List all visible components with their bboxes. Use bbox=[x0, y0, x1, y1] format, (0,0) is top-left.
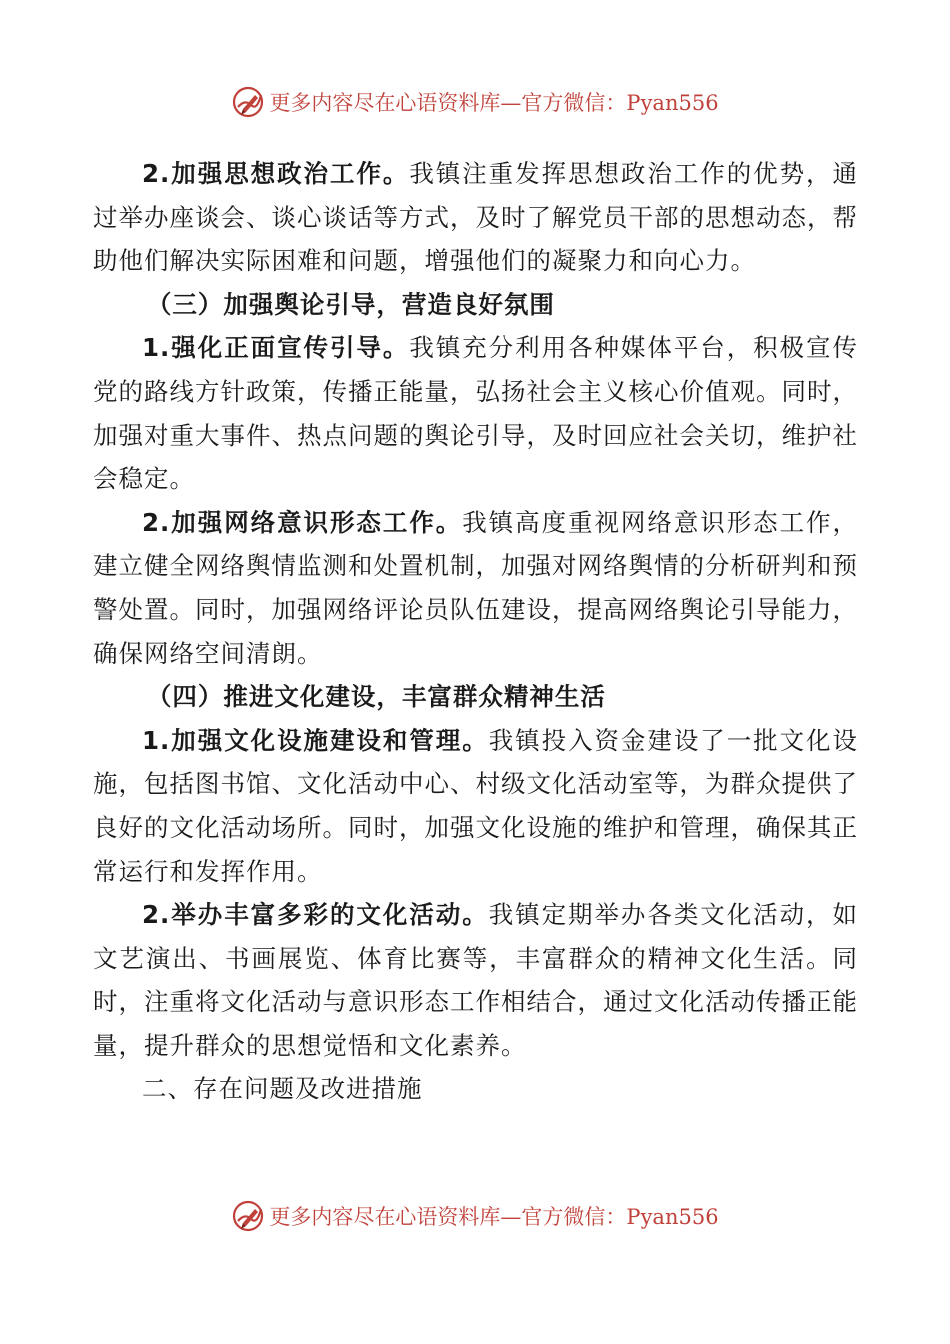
paragraph-5 bbox=[93, 893, 858, 1067]
red-pen-logo-icon bbox=[231, 1199, 265, 1233]
paragraph-4 bbox=[93, 719, 858, 893]
paragraph-1-body: 我镇注重发挥思想政治工作的优势，通过举办座谈会、谈心谈话等方式，及时了解党员干部的思想动态，帮助他们解决实际困难和问题，增强他们的凝聚力和向心力。 bbox=[93, 159, 859, 276]
paragraph-5-title: 2.举办丰富多彩的文化活动。 bbox=[142, 900, 489, 930]
part-2-heading: 二、存在问题及改进措施 bbox=[142, 1074, 423, 1104]
header-banner bbox=[0, 82, 950, 122]
header-banner-text: 更多内容尽在心语资料库—官方微信：Pyan556 bbox=[269, 91, 719, 115]
paragraph-3-body: 我镇高度重视网络意识形态工作，建立健全网络舆情监测和处置机制，加强对网络舆情的分析研判和预警处置。同时，加强网络评论员队伍建设，提高网络舆论引导能力，确保网络空间清朗。 bbox=[93, 507, 859, 668]
paragraph-3-title: 2.加强网络意识形态工作。 bbox=[142, 507, 463, 537]
paragraph-1-title: 2.加强思想政治工作。 bbox=[142, 159, 410, 188]
footer-banner-text: 更多内容尽在心语资料库—官方微信：Pyan556 bbox=[269, 1205, 719, 1229]
section-4-heading: （四）推进文化建设，丰富群众精神生活 bbox=[146, 682, 606, 712]
paragraph-3 bbox=[93, 501, 858, 675]
paragraph-5-body: 我镇定期举办各类文化活动，如文艺演出、书画展览、体育比赛等，丰富群众的精神文化生活。同时，注重将文化活动与意识形态工作相结合，通过文化活动传播正能量，提升群众的思想觉悟和文化素养。 bbox=[93, 900, 859, 1060]
paragraph-1 bbox=[93, 152, 858, 283]
paragraph-2 bbox=[93, 326, 858, 500]
red-pen-logo-icon bbox=[231, 85, 265, 119]
section-3-heading: （三）加强舆论引导，营造良好氛围 bbox=[146, 289, 555, 319]
footer-banner bbox=[0, 1196, 950, 1236]
document-body bbox=[93, 152, 858, 1111]
paragraph-4-body: 我镇投入资金建设了一批文化设施，包括图书馆、文化活动中心、村级文化活动室等，为群众提供了良好的文化活动场所。同时，加强文化设施的维护和管理，确保其正常运行和发挥作用。 bbox=[93, 725, 859, 886]
paragraph-4-title: 1.加强文化设施建设和管理。 bbox=[142, 725, 489, 755]
paragraph-2-title: 1.强化正面宣传引导。 bbox=[142, 333, 410, 363]
paragraph-2-body: 我镇充分利用各种媒体平台，积极宣传党的路线方针政策，传播正能量，弘扬社会主义核心价值观。同时，加强对重大事件、热点问题的舆论引导，及时回应社会关切，维护社会稳定。 bbox=[93, 333, 859, 494]
